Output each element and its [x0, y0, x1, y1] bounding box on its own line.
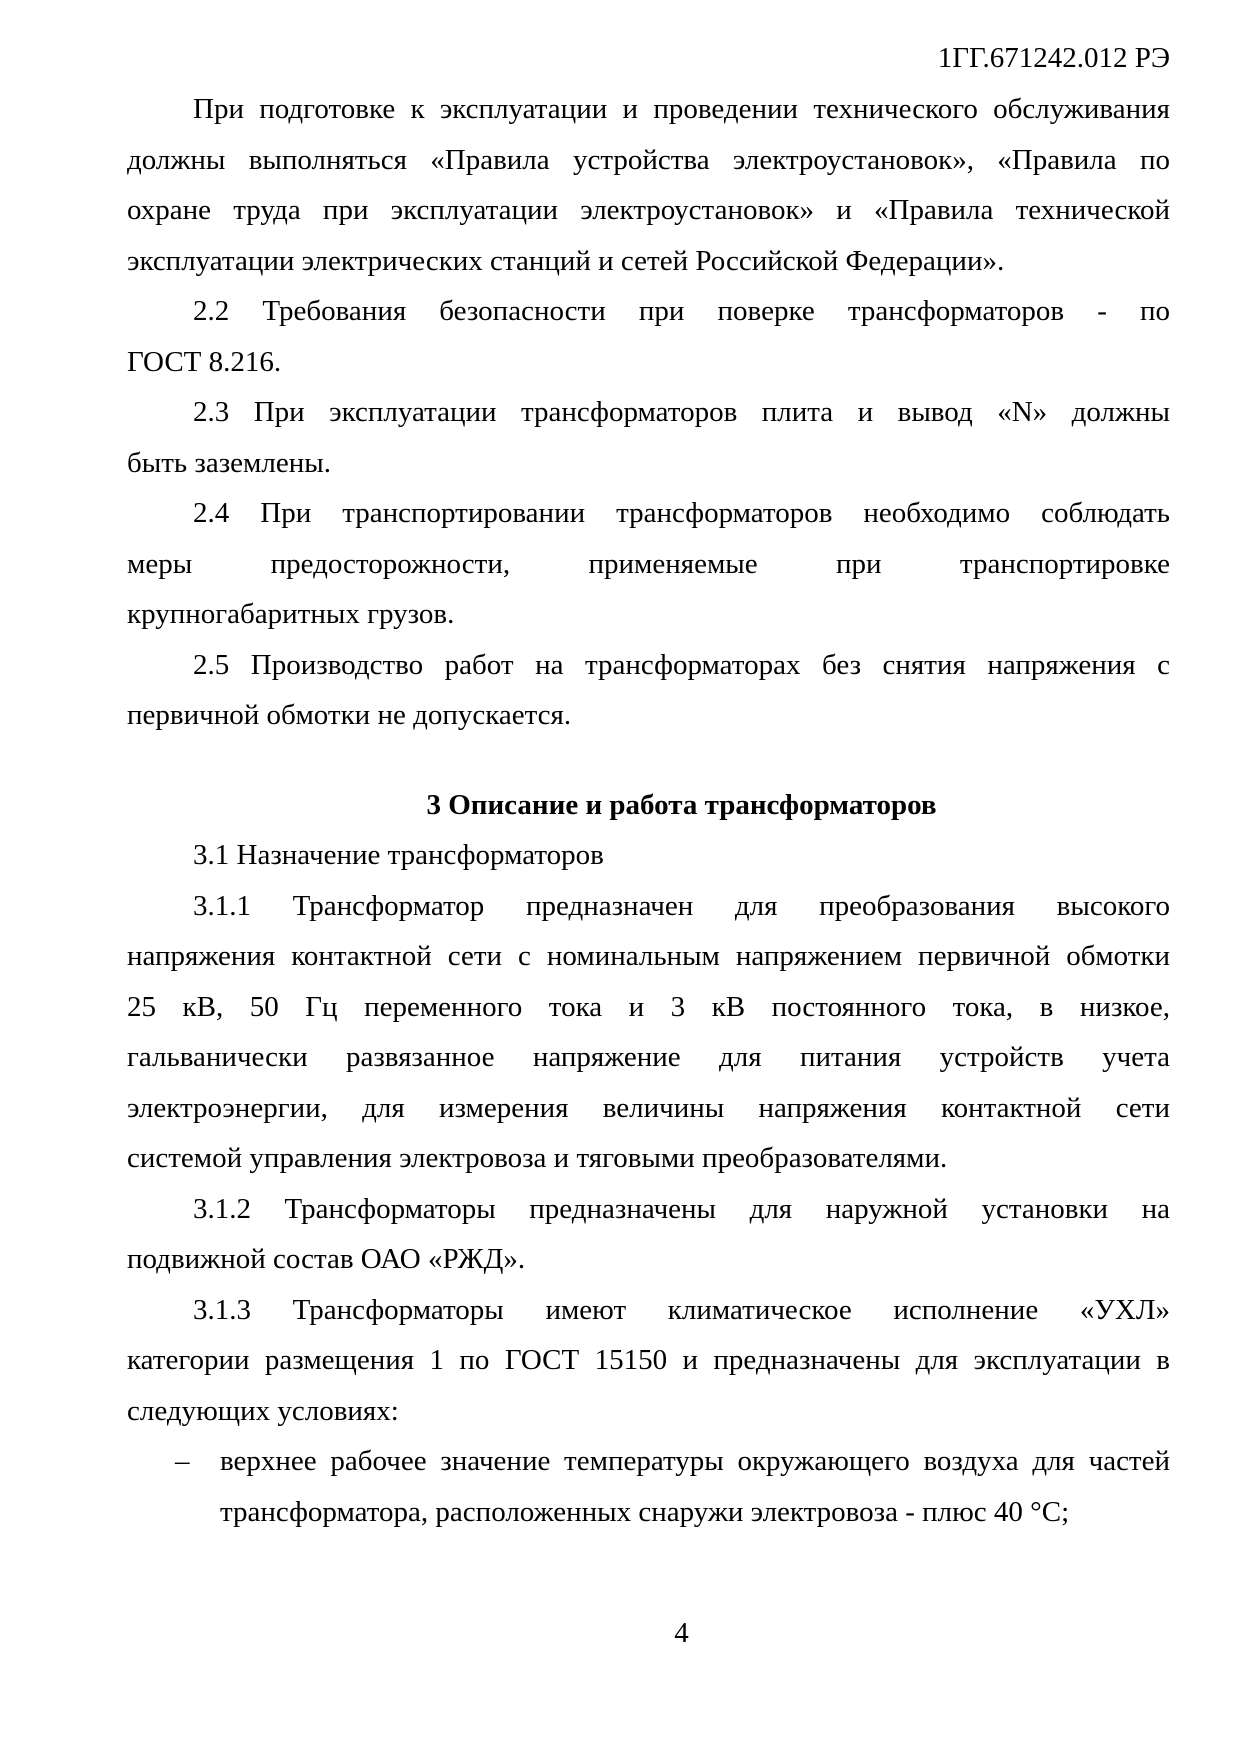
paragraph [127, 830, 1170, 881]
paragraph-line: 2.2 Требования безопасности при поверке трансформаторов - по [193, 295, 1170, 327]
paragraph [127, 1184, 1170, 1285]
paragraph-line: 3.1 Назначение трансформаторов [193, 839, 604, 871]
document-code: 1ГГ.671242.012 РЭ [937, 42, 1170, 74]
paragraph-line: следующих условиях: [127, 1394, 399, 1427]
paragraph-line: трансформатора, расположенных снаружи электровоза - плюс 40 °С; [220, 1495, 1070, 1528]
paragraph-line: верхнее рабочее значение температуры окружающего воздуха для частей [220, 1445, 1170, 1477]
list-item [127, 1436, 1170, 1537]
paragraph [127, 640, 1170, 741]
paragraph-line: При подготовке к эксплуатации и проведении технического обслуживания [193, 93, 1170, 125]
paragraph [127, 881, 1170, 1184]
paragraph [127, 286, 1170, 387]
paragraph-line: гальванически развязанное напряжение для питания устройств учета [127, 1041, 1170, 1073]
paragraph-line: охране труда при эксплуатации электроустановок» и «Правила технической [127, 194, 1170, 226]
paragraph-line: 25 кВ, 50 Гц переменного тока и 3 кВ постоянного тока, в низкое, [127, 990, 1170, 1023]
paragraph-line: 2.4 При транспортировании трансформаторов необходимо соблюдать [193, 497, 1170, 529]
document-body [127, 84, 1170, 1537]
paragraph-line: 3.1.3 Трансформаторы имеют климатическое исполнение «УХЛ» [193, 1293, 1170, 1326]
paragraph-line: категории размещения 1 по ГОСТ 15150 и предназначены для эксплуатации в [127, 1344, 1170, 1376]
paragraph-line: электроэнергии, для измерения величины напряжения контактной сети [127, 1091, 1170, 1124]
page-number: 4 [674, 1617, 689, 1649]
section-heading: 3 Описание и работа трансформаторов [426, 788, 937, 821]
paragraph-line: быть заземлены. [127, 446, 331, 479]
paragraph [127, 488, 1170, 640]
paragraph-line: 3.1.2 Трансформаторы предназначены для наружной установки на [193, 1192, 1170, 1225]
paragraph-line: меры предосторожности, применяемые при транспортировке [127, 547, 1170, 580]
paragraph-line: должны выполняться «Правила устройства электроустановок», «Правила по [127, 143, 1170, 176]
paragraph-line: 2.3 При эксплуатации трансформаторов плита и вывод «N» должны [193, 396, 1170, 428]
paragraph-line: 2.5 Производство работ на трансформаторах без снятия напряжения с [193, 648, 1170, 681]
paragraph-line: ГОСТ 8.216. [127, 345, 282, 378]
paragraph [127, 387, 1170, 488]
paragraph [127, 1285, 1170, 1437]
paragraph-line: 3.1.1 Трансформатор предназначен для преобразования высокого [193, 889, 1170, 922]
paragraph-line: первичной обмотки не допускается. [127, 699, 572, 731]
paragraph-line: подвижной состав ОАО «РЖД». [127, 1243, 526, 1275]
paragraph-line: эксплуатации электрических станций и сетей Российской Федерации». [127, 244, 1005, 277]
paragraph [127, 84, 1170, 286]
paragraph-line: напряжения контактной сети с номинальным напряжением первичной обмотки [127, 940, 1170, 972]
paragraph-line: крупногабаритных грузов. [127, 598, 455, 630]
paragraph-line: системой управления электровоза и тяговыми преобразователями. [127, 1142, 948, 1174]
list-dash-marker: – [175, 1445, 190, 1477]
